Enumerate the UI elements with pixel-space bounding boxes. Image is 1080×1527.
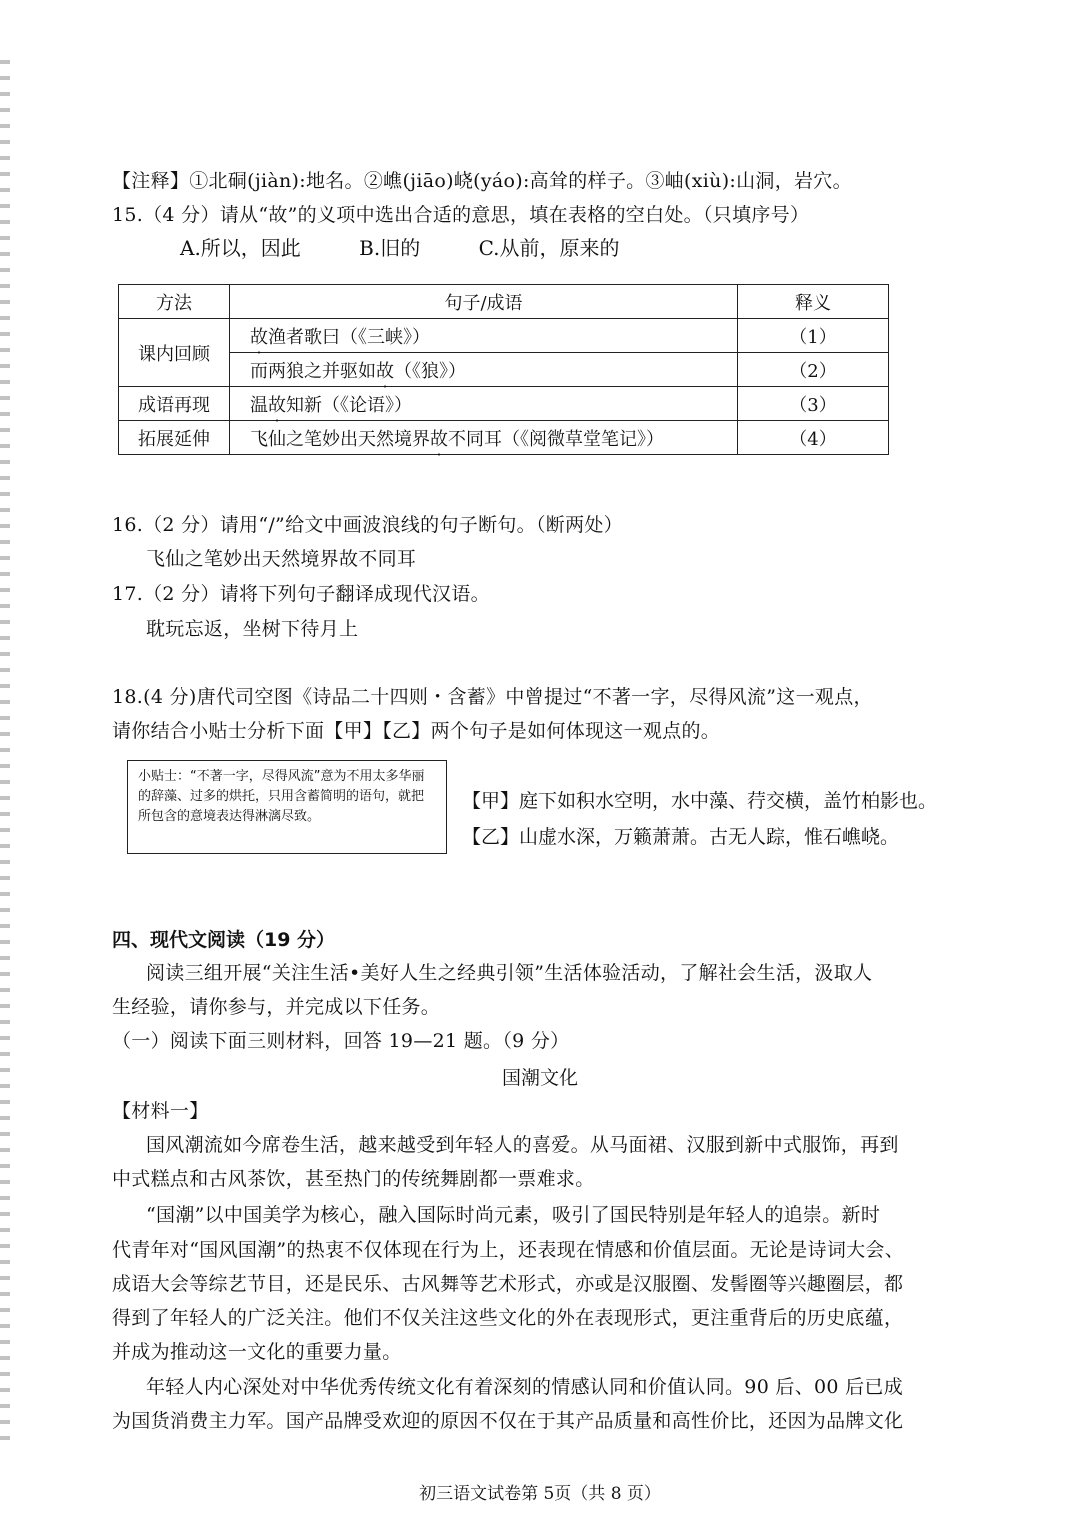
table-row [119, 421, 889, 455]
sentence-jia: 【甲】庭下如积水空明，水中藻、荇交横，盖竹柏影也。 [462, 790, 938, 812]
header-meaning: 释义 [738, 285, 889, 319]
q15-stem: 15.（4 分）请从“故”的义项中选出合适的意思，填在表格的空白处。（只填序号） [112, 204, 810, 226]
q15-options [180, 232, 672, 261]
q15-table [118, 284, 889, 455]
annotation-note: 【注释】①北硐(jiàn):地名。②嶕(jiāo)峣(yáo):高耸的样子。③岫(xiù):山洞，岩穴。 [112, 170, 852, 192]
dotted-char: 故 [376, 360, 394, 382]
header-sentence: 句子/成语 [230, 285, 738, 319]
table-header-row [119, 285, 889, 319]
q17-sentence: 耽玩忘返，坐树下待月上 [146, 618, 359, 640]
meaning-blank: （4） [738, 421, 889, 455]
sentence-yi: 【乙】山虚水深，万籁萧萧。古无人踪，惟石嶕峣。 [462, 826, 900, 848]
table-row [119, 319, 889, 353]
dotted-char: 故 [268, 394, 286, 416]
page-footer: 初三语文试卷第 5页（共 8 页） [419, 1484, 661, 1504]
q16-stem: 16.（2 分）请用“/”给文中画波浪线的句子断句。（断两处） [112, 514, 623, 536]
table-row [119, 353, 889, 387]
paragraph-line: 年轻人内心深处对中华优秀传统文化有着深刻的情感认同和价值认同。90 后、00 后已成 [146, 1376, 904, 1398]
article-title: 国潮文化 [501, 1067, 578, 1089]
meaning-blank: （3） [738, 387, 889, 421]
paragraph-line: “国潮”以中国美学为核心，融入国际时尚元素，吸引了国民特别是年轻人的追崇。新时 [146, 1204, 881, 1226]
q16-sentence: 飞仙之笔妙出天然境界故不同耳 [146, 548, 417, 570]
method-cell: 拓展延伸 [119, 421, 230, 455]
paragraph-line: 成语大会等综艺节目，还是民乐、古风舞等艺术形式，亦或是汉服圈、发髻圈等兴趣圈层，都 [112, 1273, 904, 1295]
q17-stem: 17.（2 分）请将下列句子翻译成现代汉语。 [112, 583, 490, 605]
meaning-blank: （2） [738, 353, 889, 387]
part1-heading: （一）阅读下面三则材料，回答 19—21 题。（9 分） [112, 1030, 570, 1052]
method-cell: 课内回顾 [119, 319, 230, 387]
header-method: 方法 [119, 285, 230, 319]
paragraph-line: 为国货消费主力军。国产品牌受欢迎的原因不仅在于其产品质量和高性价比，还因为品牌文化 [112, 1410, 904, 1432]
table-row [119, 387, 889, 421]
material1-label: 【材料一】 [112, 1100, 209, 1122]
q18-stem-line1: 18.(4 分)唐代司空图《诗品二十四则・含蓄》中曾提过“不著一字，尽得风流”这一观点， [112, 686, 873, 708]
section-intro-1: 阅读三组开展“关注生活•美好人生之经典引领”生活体验活动，了解社会生活，汲取人 [146, 962, 873, 984]
dotted-char: 故 [430, 428, 448, 450]
method-cell: 成语再现 [119, 387, 230, 421]
tip-box: 小贴士：“不著一字，尽得风流”意为不用太多华丽的辞藻、过多的烘托，只用含蓄简明的语句，就把所包含的意境表达得淋漓尽致。 [127, 760, 447, 854]
q18-stem-line2: 请你结合小贴士分析下面【甲】【乙】两个句子是如何体现这一观点的。 [112, 720, 721, 742]
sentence-cell: 飞仙之笔妙出天然境界故不同耳（《阅微草堂笔记》） [230, 421, 738, 455]
paragraph-line: 国风潮流如今席卷生活，越来越受到年轻人的喜爱。从马面裙、汉服到新中式服饰，再到 [146, 1134, 899, 1156]
option-c: C.从前，原来的 [478, 236, 620, 260]
option-b: B.旧的 [359, 236, 421, 260]
sentence-cell: 而两狼之并驱如故（《狼》） [230, 353, 738, 387]
paragraph-line: 代青年对“国风国潮”的热衷不仅体现在行为上，还表现在情感和价值层面。无论是诗词大会、 [112, 1239, 905, 1261]
binding-edge [0, 60, 10, 1450]
sentence-cell: 故渔者歌曰（《三峡》） [230, 319, 738, 353]
section-title: 四、现代文阅读（19 分） [112, 929, 336, 951]
paragraph-line: 中式糕点和古风茶饮，甚至热门的传统舞剧都一票难求。 [112, 1168, 595, 1190]
paragraph-line: 得到了年轻人的广泛关注。他们不仅关注这些文化的外在表现形式，更注重背后的历史底蕴， [112, 1307, 904, 1329]
meaning-blank: （1） [738, 319, 889, 353]
section-intro-2: 生经验，请你参与，并完成以下任务。 [112, 996, 441, 1018]
paragraph-line: 并成为推动这一文化的重要力量。 [112, 1341, 402, 1363]
option-a: A.所以，因此 [180, 236, 301, 260]
dotted-char: 故 [250, 326, 268, 348]
sentence-cell: 温故知新（《论语》） [230, 387, 738, 421]
